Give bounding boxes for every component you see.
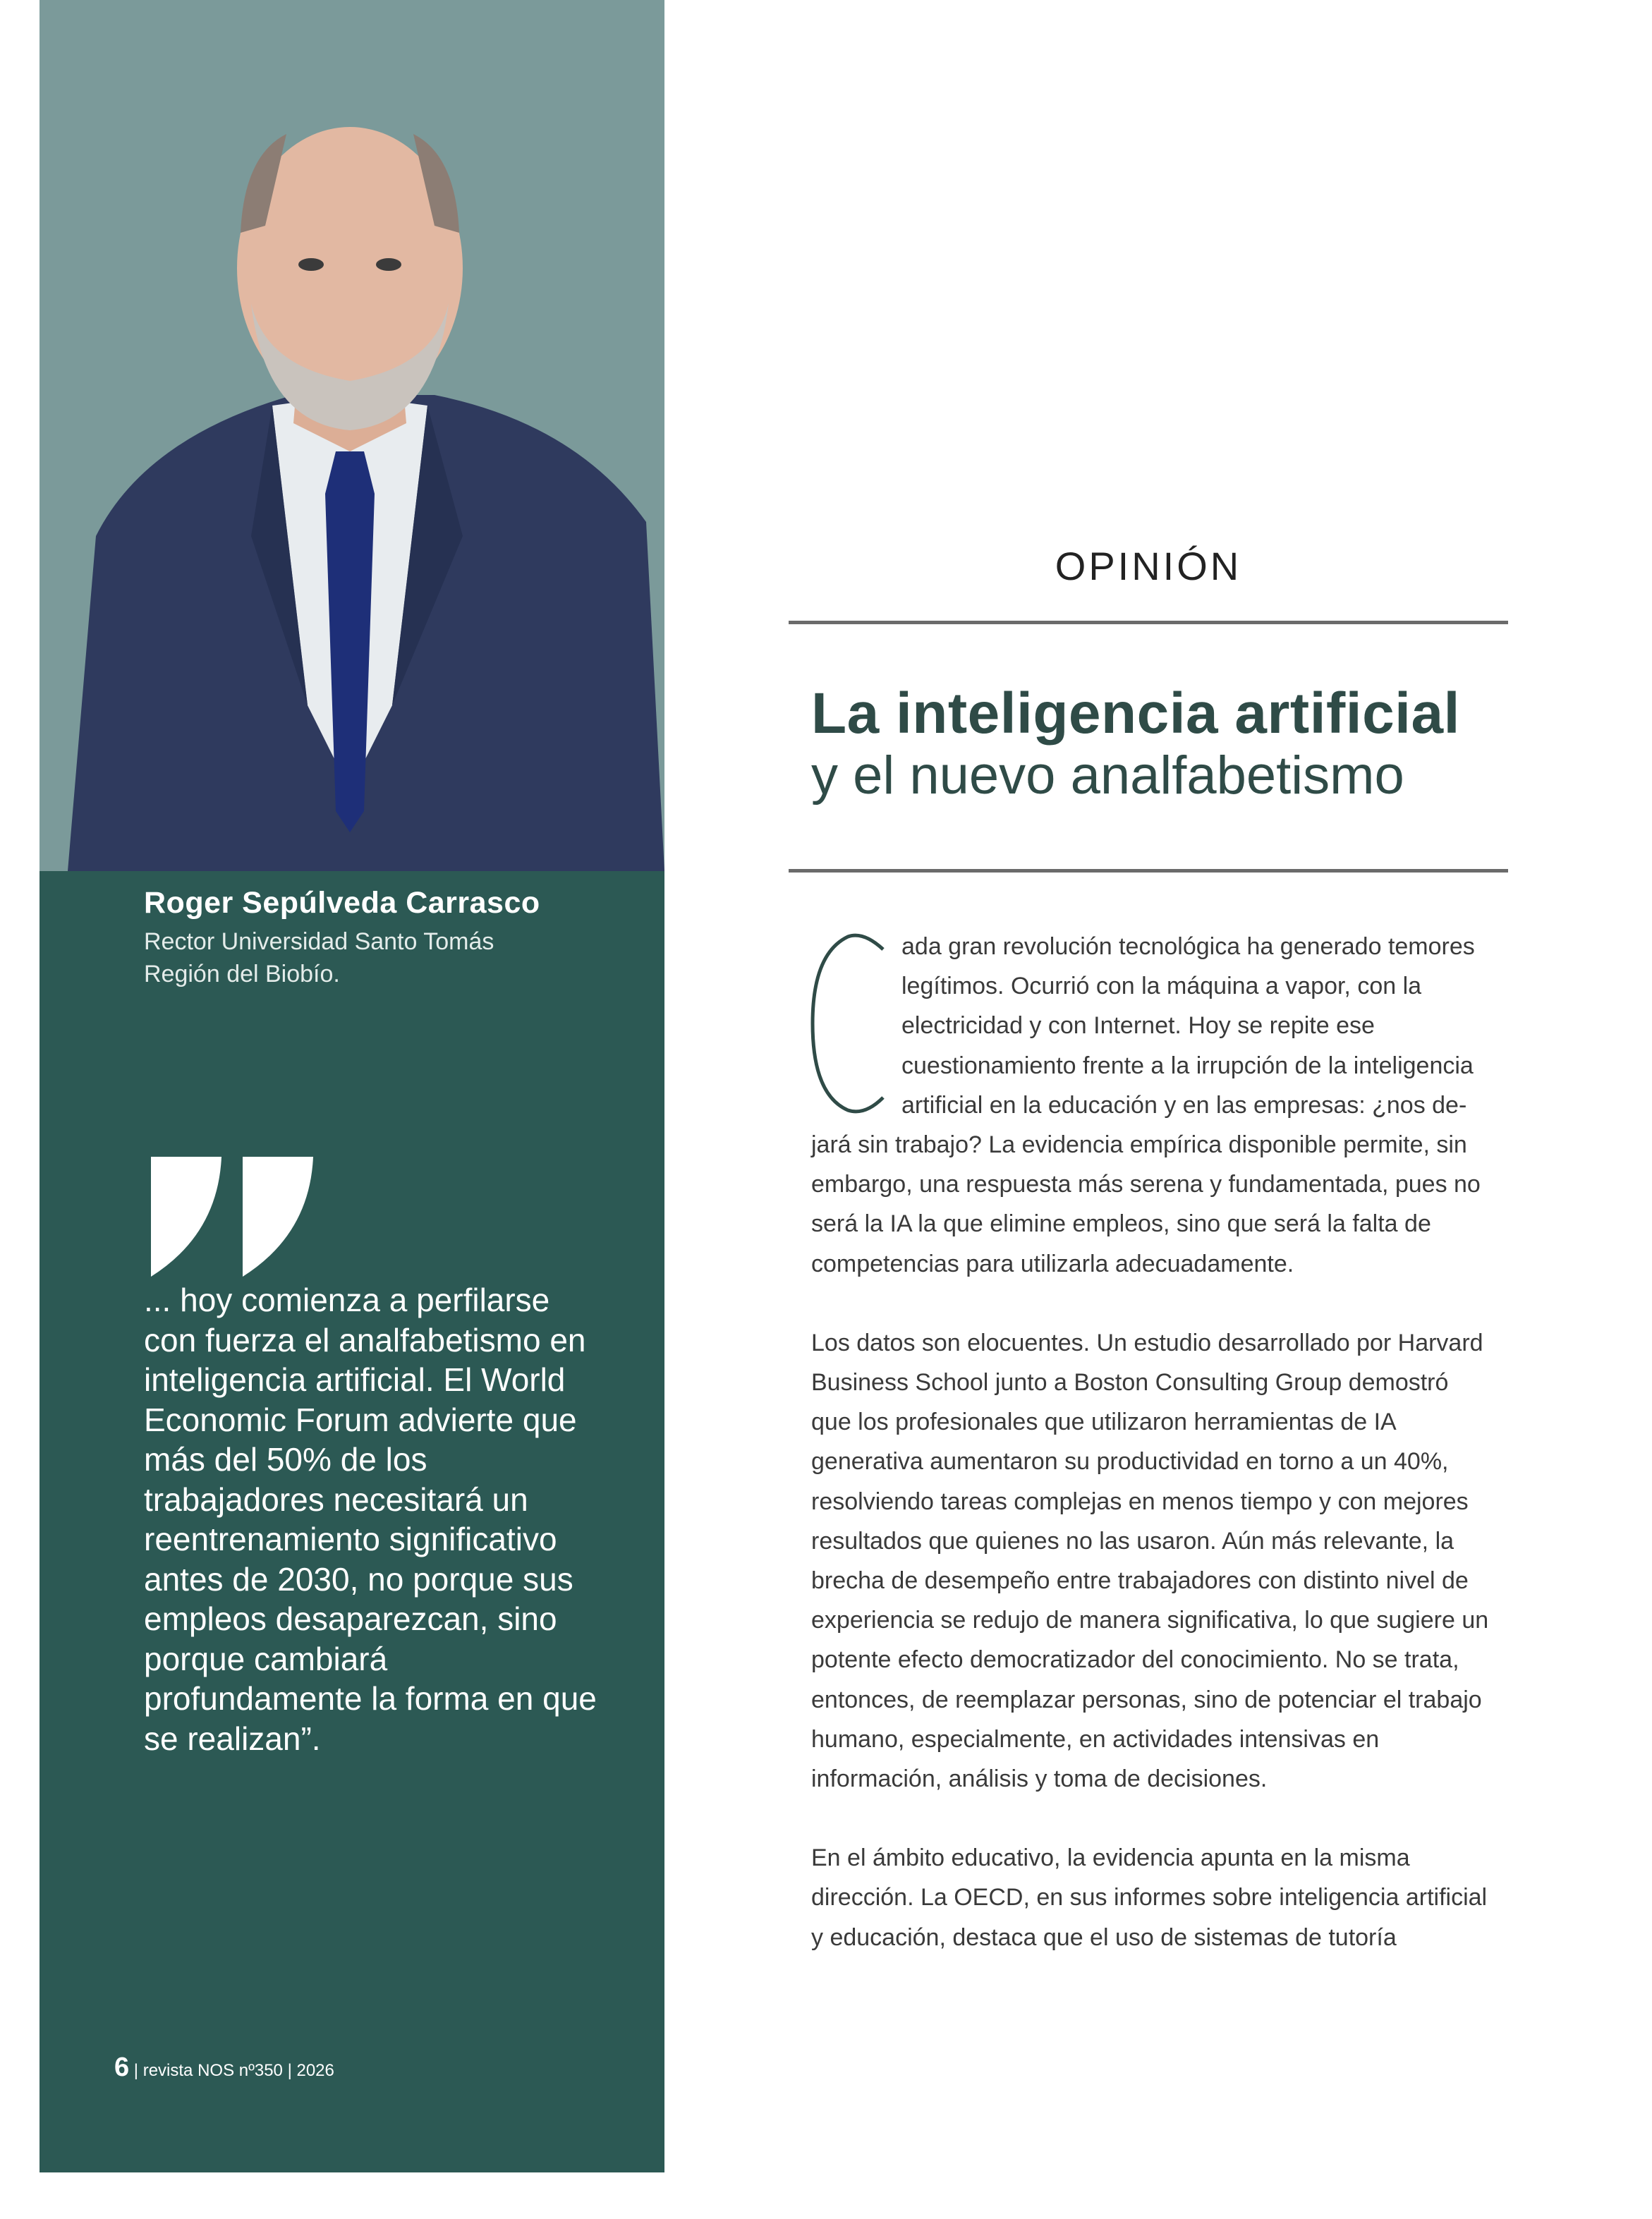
sidebar-panel (40, 0, 664, 2172)
page-footer (114, 2053, 334, 2083)
article-title (811, 681, 1502, 807)
divider-bottom (789, 869, 1508, 873)
article-title-line-1: La inteligencia artificial (811, 681, 1460, 746)
article-title-line-2: y el nuevo analfabetismo (811, 746, 1404, 805)
author-role (144, 925, 624, 990)
section-label: OPINIÓN (1055, 544, 1242, 588)
author-name: Roger Sepúlveda Carrasco (144, 886, 540, 920)
article-paragraph-2: Los datos son elocuentes. Un estudio desarrollado por Harvard Business School junto a Boston Consulting Group demostró que los profesionales que utilizaron herramientas de IA generativa aumentaron su productividad en torno a un 40%, resolviendo tareas complejas en menos tiempo y con mejores resultados que quienes no las usaron. Aún más relevante, la brecha de desempeño entre trabajadores con distinto nivel de experiencia se redujo de manera significativa, lo que sugiere un potente efecto democratizador del conocimiento. No se trata, entonces, de reemplazar personas, sino de potenciar el trabajo humano, especialmente, en actividades intensivas en información, análisis y toma de decisiones. (811, 1329, 1489, 1793)
paragraph-1-lead: ada gran revolución tecnológica ha generado temores legítimos. Ocurrió con la máquina a vapor, con la electricidad y con Internet. Hoy se repite ese cuestionamiento frente a la irrupción de la inteligencia artificial en la educación y en las empresas: ¿nos de- (901, 933, 1475, 1119)
article-paragraph-1 (811, 927, 1492, 1284)
divider-top (789, 621, 1508, 624)
page-number: 6 (114, 2053, 130, 2082)
author-role-line-2: Región del Biobío. (144, 961, 340, 987)
author-role-line-1: Rector Universidad Santo Tomás (144, 928, 494, 955)
quote-mark-icon (144, 1157, 320, 1280)
author-photo (40, 0, 664, 871)
article-body (811, 927, 1492, 1997)
pull-quote: ... hoy comienza a perfilarse con fuerza el analfabetismo en inteligencia artificial. El World Economic Forum advierte que más del 50% de los trabajadores necesitará un reentrenamiento significativo antes de 2030, no porque sus empleos desaparezcan, sino porque cambiará profundamente la forma en que se realizan”. (144, 1282, 597, 1757)
publication-info: | revista NOS nº350 | 2026 (129, 2061, 334, 2080)
article-paragraph-3: En el ámbito educativo, la evidencia apunta en la misma dirección. La OECD, en sus informes sobre inteligencia artificial y educación, destaca que el uso de sistemas de tutoría (811, 1844, 1488, 1951)
paragraph-1-rest: jará sin trabajo? La evidencia empírica disponible permite, sin embargo, una respuesta más serena y fundamentada, pues no será la IA la que elimine empleos, sino que será la falta de competencias para utilizarla adecuadamente. (811, 1131, 1481, 1277)
